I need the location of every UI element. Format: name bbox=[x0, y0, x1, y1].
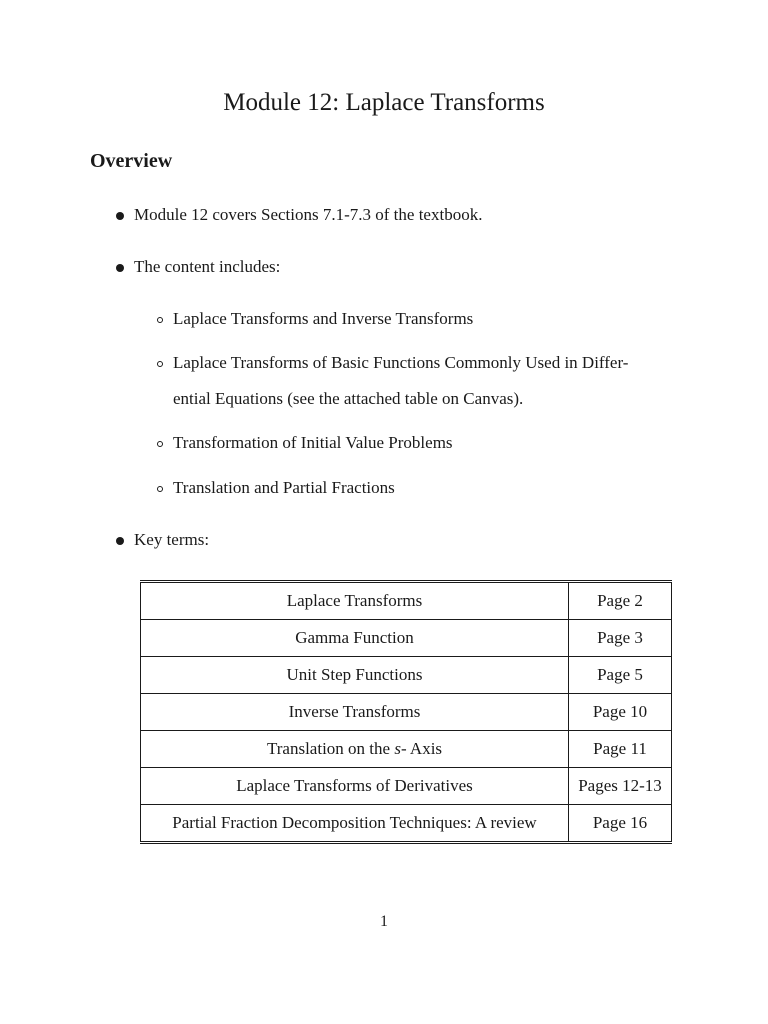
sub-bullet-item-continued: ential Equations (see the attached table on Canvas). bbox=[173, 389, 524, 408]
sub-bullet-item: Laplace Transforms and Inverse Transforms bbox=[173, 309, 474, 328]
bullet-marker bbox=[116, 212, 124, 220]
section-heading-overview: Overview bbox=[90, 150, 173, 172]
table-row bbox=[141, 694, 672, 731]
table-row bbox=[141, 657, 672, 694]
page-title: Module 12: Laplace Transforms bbox=[223, 89, 545, 116]
key-terms-table bbox=[140, 580, 672, 844]
sub-bullet-marker bbox=[157, 486, 163, 492]
term-cell: Unit Step Functions bbox=[141, 657, 569, 694]
term-cell bbox=[141, 731, 569, 768]
bullet-item-key-terms: Key terms: bbox=[134, 530, 210, 549]
term-cell: Partial Fraction Decomposition Techniques: A review bbox=[141, 805, 569, 843]
page-cell: Pages 12-13 bbox=[569, 768, 672, 805]
table-row bbox=[141, 805, 672, 843]
term-variable: s bbox=[394, 739, 401, 758]
sub-bullet-marker bbox=[157, 361, 163, 367]
sub-bullet-item: Transformation of Initial Value Problems bbox=[173, 433, 453, 452]
page-cell: Page 5 bbox=[569, 657, 672, 694]
bullet-marker bbox=[116, 264, 124, 272]
page-cell: Page 2 bbox=[569, 582, 672, 620]
page-cell: Page 11 bbox=[569, 731, 672, 768]
table-row bbox=[141, 582, 672, 620]
bullet-item-content: The content includes: bbox=[134, 257, 281, 276]
table-row bbox=[141, 620, 672, 657]
page-cell: Page 3 bbox=[569, 620, 672, 657]
page-cell: Page 16 bbox=[569, 805, 672, 843]
page-number: 1 bbox=[380, 913, 388, 930]
term-cell: Laplace Transforms of Derivatives bbox=[141, 768, 569, 805]
sub-bullet-marker bbox=[157, 441, 163, 447]
sub-bullet-item: Translation and Partial Fractions bbox=[173, 478, 395, 497]
term-cell: Laplace Transforms bbox=[141, 582, 569, 620]
term-text: - Axis bbox=[400, 739, 443, 758]
bullet-marker bbox=[116, 537, 124, 545]
bullet-item-coverage: Module 12 covers Sections 7.1-7.3 of the textbook. bbox=[134, 205, 483, 224]
page-cell: Page 10 bbox=[569, 694, 672, 731]
term-cell: Gamma Function bbox=[141, 620, 569, 657]
sub-bullet-marker bbox=[157, 317, 163, 323]
table-row bbox=[141, 731, 672, 768]
term-cell: Inverse Transforms bbox=[141, 694, 569, 731]
table-row bbox=[141, 768, 672, 805]
term-text: Translation on the bbox=[266, 739, 395, 758]
sub-bullet-item: Laplace Transforms of Basic Functions Commonly Used in Differ- bbox=[173, 353, 629, 372]
